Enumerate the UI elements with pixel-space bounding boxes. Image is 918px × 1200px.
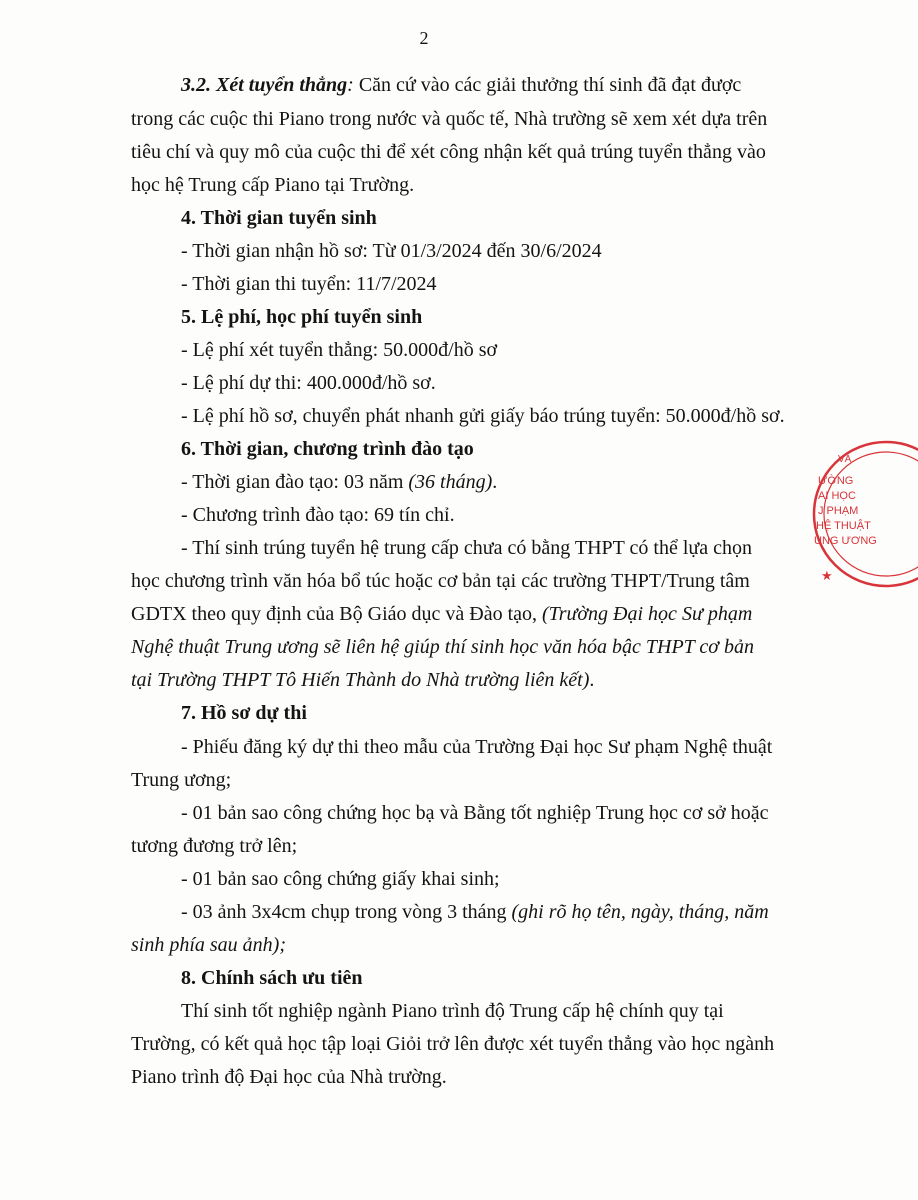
seal-text-2: ƯỜNG: [818, 475, 854, 487]
duration-italic: (36 tháng): [408, 471, 493, 493]
seal-text-6: UNG ƯƠNG: [814, 535, 877, 547]
seal-text-1: VÀ: [838, 454, 852, 465]
section-8-heading: 8. Chính sách ưu tiên: [181, 967, 363, 989]
seal-text-3: AI HỌC: [818, 490, 856, 502]
section-3-2-text-1: Căn cứ vào các giải thưởng thí sinh đã đạt được: [353, 74, 742, 96]
section-7-item-4-line-1: [181, 899, 769, 925]
section-7-item-1-line-1: - Phiếu đăng ký dự thi theo mẫu của Trường Đại học Sư phạm Nghệ thuật: [181, 736, 773, 758]
page-number: 2: [419, 28, 429, 48]
section-6-program: - Chương trình đào tạo: 69 tín chỉ.: [181, 504, 455, 526]
seal-text-5: HỆ THUẬT: [816, 520, 871, 532]
section-6-para-line-1: - Thí sinh trúng tuyển hệ trung cấp chưa có bằng THPT có thể lựa chọn: [181, 537, 752, 559]
section-4-item-1: - Thời gian nhận hồ sơ: Từ 01/3/2024 đến 30/6/2024: [181, 240, 602, 262]
section-8-line-3: Piano trình độ Đại học của Nhà trường.: [131, 1066, 447, 1088]
section-5-item-1: - Lệ phí xét tuyển thẳng: 50.000đ/hồ sơ: [181, 339, 498, 361]
section-3-2-line-4: học hệ Trung cấp Piano tại Trường.: [131, 174, 415, 196]
section-6-para-line-3: [131, 601, 752, 627]
duration-suffix: .: [492, 471, 498, 493]
section-4-item-2: - Thời gian thi tuyển: 11/7/2024: [181, 273, 437, 295]
item-4-text: - 03 ảnh 3x4cm chụp trong vòng 3 tháng: [181, 901, 512, 923]
section-3-2-line-1: [181, 72, 741, 98]
para-5-end: .: [589, 669, 595, 691]
section-4-heading: 4. Thời gian tuyển sinh: [181, 207, 377, 229]
section-7-heading: 7. Hồ sơ dự thi: [181, 702, 307, 724]
section-3-2-heading: 3.2. Xét tuyển thẳng: [181, 74, 348, 96]
section-8-line-1: Thí sinh tốt nghiệp ngành Piano trình độ Trung cấp hệ chính quy tại: [181, 1000, 724, 1022]
section-6-para-line-4: Nghệ thuật Trung ương sẽ liên hệ giúp thí sinh học văn hóa bậc THPT cơ bản: [131, 636, 754, 658]
section-7-item-3: - 01 bản sao công chứng giấy khai sinh;: [181, 868, 500, 890]
school-seal-stamp: [808, 432, 918, 602]
para-3-italic: (Trường Đại học Sư phạm: [542, 603, 753, 625]
section-6-heading: 6. Thời gian, chương trình đào tạo: [181, 438, 474, 460]
para-5-italic: tại Trường THPT Tô Hiến Thành do Nhà trường liên kết): [131, 669, 590, 691]
section-3-2-line-3: tiêu chí và quy mô của cuộc thi để xét công nhận kết quả trúng tuyển thẳng vào: [131, 141, 766, 163]
section-5-item-2: - Lệ phí dự thi: 400.000đ/hồ sơ.: [181, 372, 436, 394]
section-6-para-line-5: [131, 667, 594, 693]
seal-star-icon: ★: [821, 568, 833, 583]
seal-text-4: J PHẠM: [818, 505, 859, 517]
duration-text: - Thời gian đào tạo: 03 năm: [181, 471, 409, 493]
section-6-para-line-2: học chương trình văn hóa bổ túc hoặc cơ bản tại các trường THPT/Trung tâm: [131, 570, 750, 592]
section-3-2-colon: :: [347, 74, 354, 96]
section-3-2-line-2: trong các cuộc thi Piano trong nước và quốc tế, Nhà trường sẽ xem xét dựa trên: [131, 108, 768, 130]
section-7-item-4-line-2: sinh phía sau ảnh);: [131, 934, 286, 956]
section-7-item-2-line-1: - 01 bản sao công chứng học bạ và Bằng tốt nghiệp Trung học cơ sở hoặc: [181, 802, 769, 824]
section-7-item-1-line-2: Trung ương;: [131, 769, 232, 791]
section-5-item-3: - Lệ phí hồ sơ, chuyển phát nhanh gửi giấy báo trúng tuyển: 50.000đ/hồ sơ.: [181, 405, 785, 427]
section-8-line-2: Trường, có kết quả học tập loại Giỏi trở lên được xét tuyển thẳng vào học ngành: [131, 1033, 775, 1055]
section-5-heading: 5. Lệ phí, học phí tuyển sinh: [181, 306, 423, 328]
section-6-duration: [181, 469, 497, 495]
para-3-text: GDTX theo quy định của Bộ Giáo dục và Đào tạo,: [131, 603, 543, 625]
item-4-italic: (ghi rõ họ tên, ngày, tháng, năm: [511, 901, 769, 923]
section-7-item-2-line-2: tương đương trở lên;: [131, 835, 298, 857]
